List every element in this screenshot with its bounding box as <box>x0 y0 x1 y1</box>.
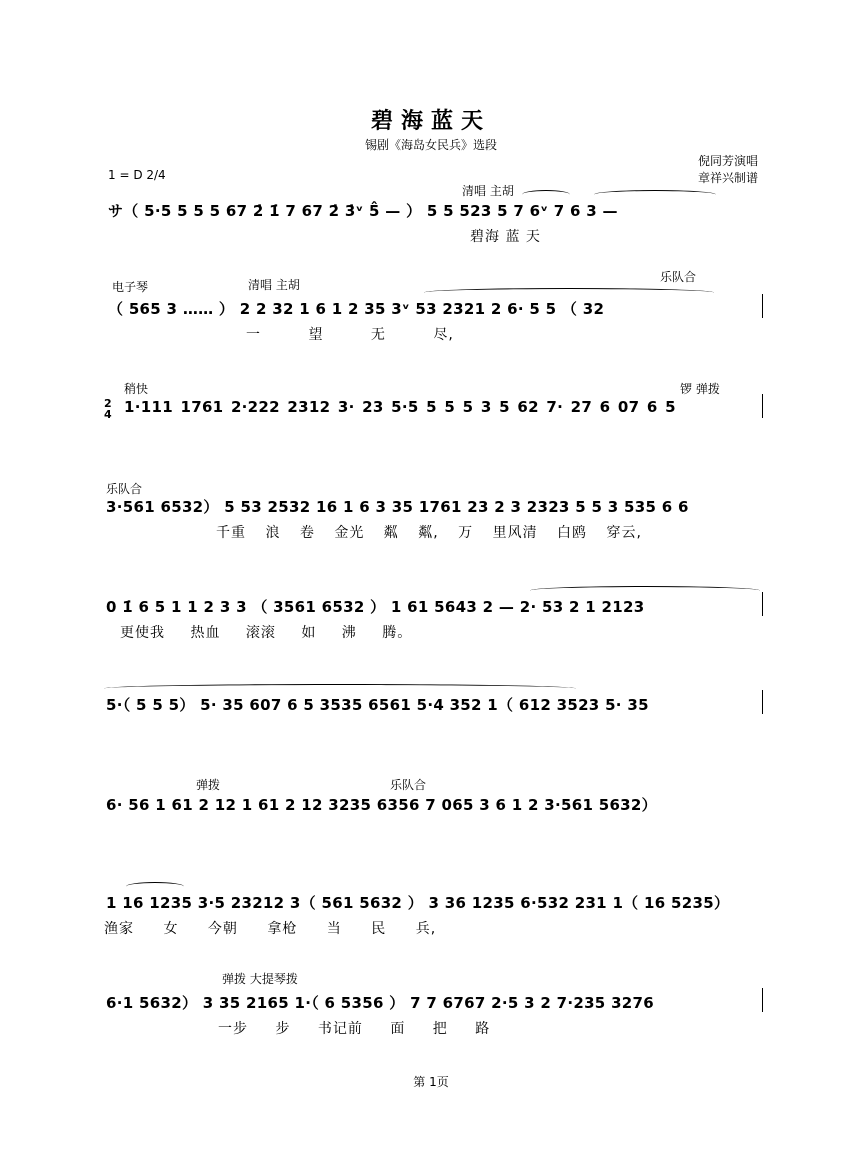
slur <box>424 288 714 297</box>
barline <box>762 394 763 418</box>
lyrics-line: 渔家 女 今朝 拿枪 当 民 兵, <box>104 921 437 937</box>
arranger-credit: 章祥兴制谱 <box>697 171 758 185</box>
instrument-annotation: 清唱 主胡 <box>248 278 300 292</box>
notation-line: 1·111 1761 2·222 2312 3· 23 5·5 5 5 5 3 5 62 7· 27 6 07 6 5 <box>124 398 676 416</box>
instrument-annotation: 乐队合 <box>106 482 143 496</box>
score-subtitle: 锡剧《海岛女民兵》选段 <box>364 138 497 152</box>
lyrics-line: 更使我 热血 滚滚 如 沸 腾。 <box>120 625 413 641</box>
lyrics-line: 一步 步 书记前 面 把 路 <box>218 1021 491 1037</box>
instrument-annotation: 弹拨 大提琴拨 <box>222 972 298 986</box>
instrument-annotation: 锣 弹拨 <box>680 382 720 396</box>
time-signature <box>104 398 112 420</box>
barline <box>762 690 763 714</box>
instrument-annotation: 乐队合 <box>660 270 697 284</box>
slur <box>530 586 760 595</box>
lyrics-line: 一 望 无 尽, <box>246 327 454 343</box>
instrument-annotation: 清唱 主胡 <box>462 184 514 198</box>
tempo-annotation: 稍快 <box>124 382 149 396</box>
time-signature-top: 2 <box>104 397 112 410</box>
slur <box>522 190 570 199</box>
page-number: 第 1页 <box>413 1075 449 1089</box>
notation-line: 5·（ 5 5 5） 5· 35 607 6 5 3535 6561 5·4 352 1（ 612 3523 5· 35 <box>106 696 649 714</box>
lyrics-line: 千重 浪 卷 金光 粼 粼, 万 里风清 白鸥 穿云, <box>216 525 642 541</box>
barline <box>762 592 763 616</box>
notation-line: 6·1 5632） 3 35 2165 1·（ 6 5356 ） 7 7 6767 2·5 3 2 7·235 3276 <box>106 994 655 1012</box>
slur <box>594 190 716 199</box>
instrument-annotation: 弹拨 <box>196 778 221 792</box>
notation-line: 0 1̇ 6 5 1 1 2 3 3 （ 3561 6532 ） 1 61 5643 2 — 2· 53 2 1 2123 <box>106 598 645 616</box>
lyrics-line: 碧海 蓝 天 <box>470 229 541 245</box>
notation-line: 6· 56 1 61 2 12 1 61 2 12 3235 6356 7 065 3 6 1 2 3·561 5632） <box>106 796 657 814</box>
time-signature-bottom: 4 <box>104 408 112 421</box>
notation-line: サ（ 5·5 5 5 5 67 2̇ 1̇ 7 67 2̇ 3̇ᵛ 5̂ — ） 5 5 523 5 7 6ᵛ 7 6 3 — <box>108 202 618 220</box>
singer-credit: 倪同芳演唱 <box>697 154 758 168</box>
notation-line: （ 565 3 …… ） 2 2 32 1 6 1 2 35 3ᵛ 53 2321 2 6· 5 5 （ 32 <box>108 300 605 318</box>
instrument-annotation: 乐队合 <box>390 778 427 792</box>
key-signature: 1 = D 2/4 <box>108 168 166 182</box>
slur <box>126 882 184 891</box>
instrument-annotation: 电子琴 <box>112 280 149 294</box>
notation-line: 1 16 1235 3·5 23212 3（ 561 5632 ） 3 36 1235 6·532 231 1（ 16 5235） <box>106 894 730 912</box>
barline <box>762 294 763 318</box>
notation-line: 3·561 6532） 5 53 2532 16 1 6 3 35 1761 23 2 3 2323 5 5 3 535 6 6 <box>106 498 689 516</box>
score-title: 碧海蓝天 <box>370 109 491 134</box>
slur <box>104 684 576 693</box>
barline <box>762 988 763 1012</box>
